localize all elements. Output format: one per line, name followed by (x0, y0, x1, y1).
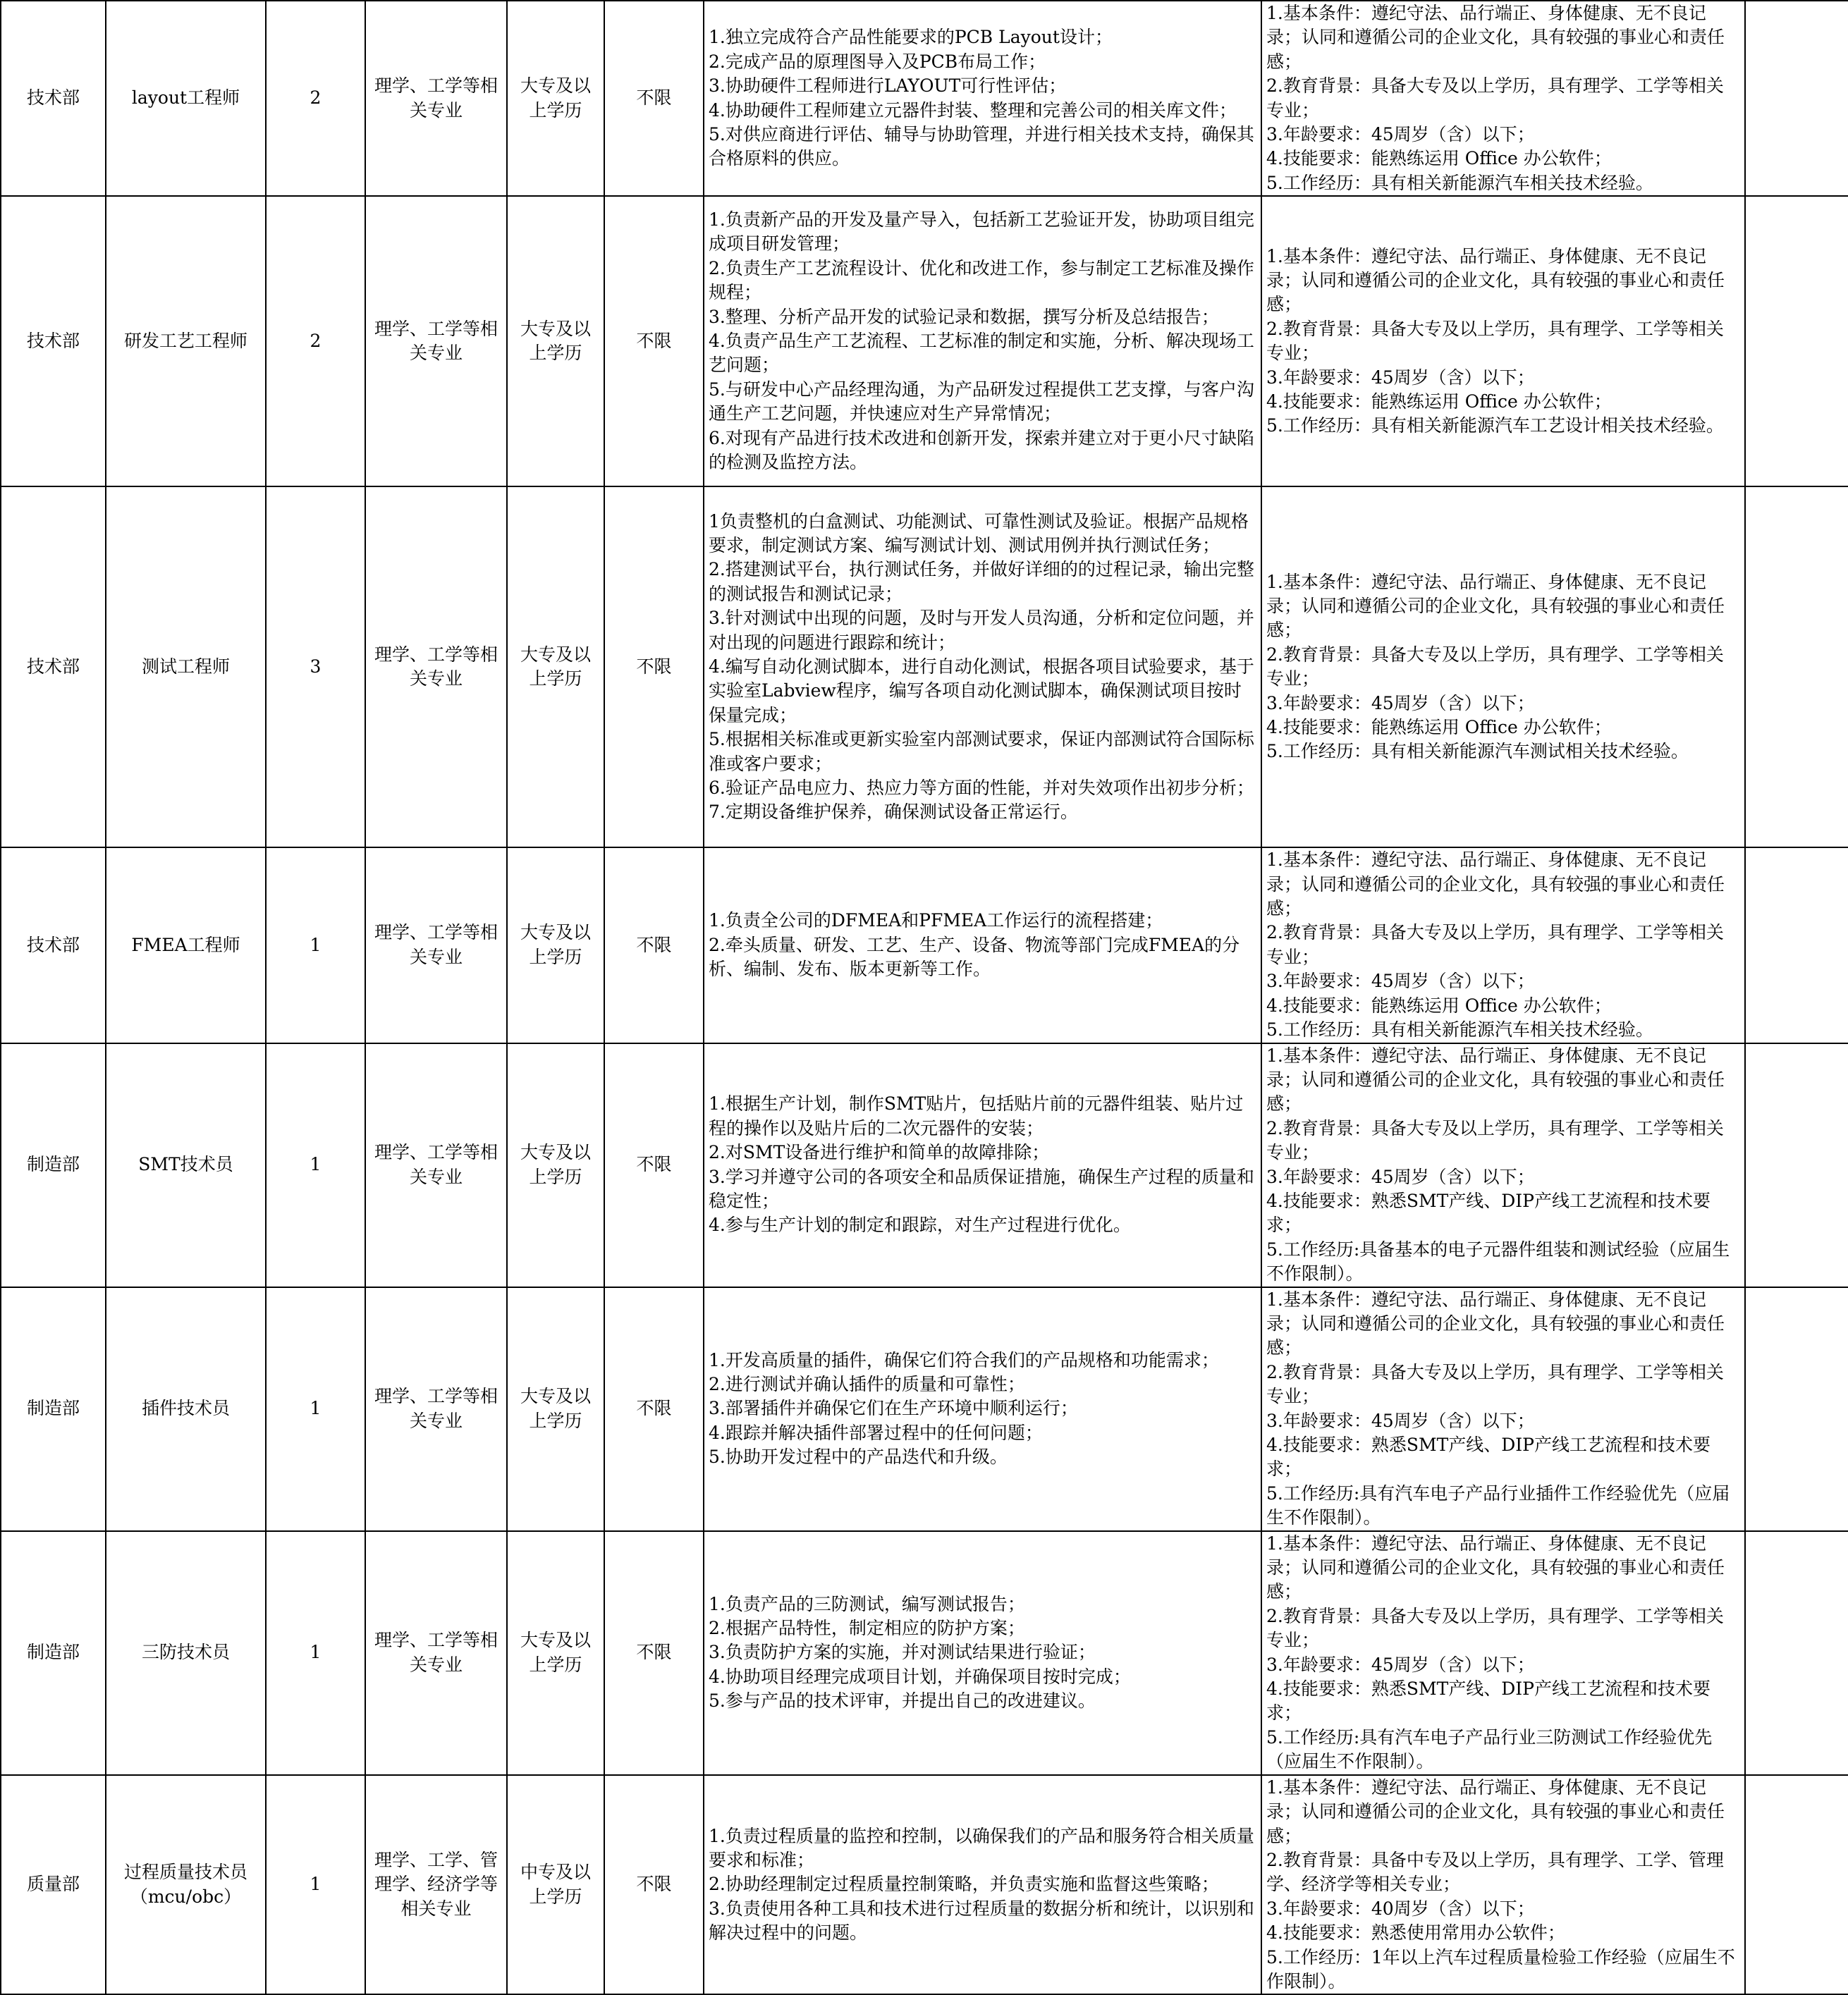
remark-cell (1745, 196, 1848, 486)
requirement-item: 4.技能要求：能熟练运用 Office 办公软件； (1266, 148, 1612, 169)
requirement-item: 2.教育背景：具备中专及以上学历，具有理学、工学、管理学、经济学等相关专业； (1266, 1849, 1724, 1895)
education-cell: 大专及以上学历 (507, 847, 604, 1043)
requirement-item: 5.工作经历：具有相关新能源汽车测试相关技术经验。 (1266, 741, 1689, 762)
requirement-item: 3.年龄要求：40周岁（含）以下； (1266, 1898, 1535, 1919)
age-limit-cell: 不限 (604, 1775, 704, 1995)
headcount-cell: 1 (266, 1531, 365, 1775)
requirement-item: 1.基本条件：遵纪守法、品行端正、身体健康、无不良记录；认同和遵循公司的企业文化，具有较强的事业心和责任感； (1266, 849, 1725, 919)
requirement-item: 4.技能要求：能熟练运用 Office 办公软件； (1266, 391, 1612, 412)
major-cell: 理学、工学等相关专业 (365, 1043, 507, 1287)
age-limit-cell: 不限 (604, 1043, 704, 1287)
duties-cell (704, 486, 1261, 847)
department-cell: 技术部 (1, 196, 106, 486)
duty-item: 4.协助项目经理完成项目计划，并确保项目按时完成； (709, 1666, 1131, 1687)
education-cell: 大专及以上学历 (507, 486, 604, 847)
requirement-item: 5.工作经历：具有相关新能源汽车相关技术经验。 (1266, 172, 1653, 193)
department-cell: 技术部 (1, 847, 106, 1043)
requirement-item: 4.技能要求：熟悉SMT产线、DIP产线工艺流程和技术要求； (1266, 1190, 1711, 1236)
duty-item: 6.对现有产品进行技术改进和创新开发，探索并建立对于更小尺寸缺陷的检测及监控方法。 (709, 427, 1254, 473)
requirements-cell (1261, 1043, 1745, 1287)
table-row (1, 1531, 1848, 1775)
duty-item: 5.参与产品的技术评审，并提出自己的改进建议。 (709, 1690, 1096, 1712)
major-cell: 理学、工学等相关专业 (365, 1287, 507, 1531)
remark-cell (1745, 1043, 1848, 1287)
requirement-item: 4.技能要求：能熟练运用 Office 办公软件； (1266, 995, 1612, 1016)
duty-item: 1.负责全公司的DFMEA和PFMEA工作运行的流程搭建； (709, 910, 1163, 931)
requirement-item: 5.工作经历：具有相关新能源汽车相关技术经验。 (1266, 1019, 1653, 1041)
duties-cell (704, 1287, 1261, 1531)
duty-item: 4.编写自动化测试脚本，进行自动化测试，根据各项目试验要求，基于实验室Labview程序，编写各项自动化测试脚本，确保测试项目按时保量完成； (709, 656, 1254, 725)
requirement-item: 5.工作经历：1年以上汽车过程质量检验工作经验（应届生不作限制）。 (1266, 1946, 1735, 1991)
headcount-cell: 1 (266, 847, 365, 1043)
duty-item: 2.根据产品特性，制定相应的防护方案； (709, 1618, 1025, 1639)
requirement-item: 3.年龄要求：45周岁（含）以下； (1266, 1166, 1535, 1187)
major-cell: 理学、工学等相关专业 (365, 1, 507, 196)
requirement-item: 3.年龄要求：45周岁（含）以下； (1266, 1654, 1535, 1675)
department-cell: 制造部 (1, 1531, 106, 1775)
requirement-item: 5.工作经历:具备基本的电子元器件组装和测试经验（应届生不作限制）。 (1266, 1239, 1730, 1284)
duty-item: 3.针对测试中出现的问题，及时与开发人员沟通，分析和定位问题，并对出现的问题进行跟踪和统计； (709, 608, 1254, 653)
duty-item: 1.负责新产品的开发及量产导入，包括新工艺验证开发，协助项目组完成项目研发管理； (709, 209, 1254, 254)
department-cell: 制造部 (1, 1043, 106, 1287)
duty-item: 3.负责防护方案的实施，并对测试结果进行验证； (709, 1642, 1096, 1663)
duty-item: 4.跟踪并解决插件部署过程中的任何问题； (709, 1422, 1043, 1443)
duty-item: 3.部署插件并确保它们在生产环境中顺利运行； (709, 1398, 1078, 1419)
requirement-item: 2.教育背景：具备大专及以上学历，具有理学、工学等相关专业； (1266, 75, 1724, 121)
education-cell: 大专及以上学历 (507, 1, 604, 196)
requirements-cell (1261, 1, 1745, 196)
requirement-item: 5.工作经历:具有汽车电子产品行业插件工作经验优先（应届生不作限制）。 (1266, 1483, 1730, 1528)
duties-cell (704, 1, 1261, 196)
education-cell: 大专及以上学历 (507, 1531, 604, 1775)
department-cell: 制造部 (1, 1287, 106, 1531)
requirement-item: 4.技能要求：熟悉SMT产线、DIP产线工艺流程和技术要求； (1266, 1435, 1711, 1480)
duties-cell (704, 1775, 1261, 1995)
requirement-item: 1.基本条件：遵纪守法、品行端正、身体健康、无不良记录；认同和遵循公司的企业文化，具有较强的事业心和责任感； (1266, 1289, 1725, 1358)
requirements-cell (1261, 847, 1745, 1043)
age-limit-cell: 不限 (604, 486, 704, 847)
table-row (1, 847, 1848, 1043)
headcount-cell: 2 (266, 196, 365, 486)
requirement-item: 4.技能要求：熟悉使用常用办公软件； (1266, 1922, 1565, 1944)
remark-cell (1745, 1287, 1848, 1531)
requirement-item: 3.年龄要求：45周岁（含）以下； (1266, 1410, 1535, 1431)
table-row (1, 1043, 1848, 1287)
duty-item: 2.协助经理制定过程质量控制策略，并负责实施和监督这些策略； (709, 1874, 1219, 1895)
department-cell: 质量部 (1, 1775, 106, 1995)
requirement-item: 2.教育背景：具备大专及以上学历，具有理学、工学等相关专业； (1266, 1605, 1724, 1651)
duty-item: 4.负责产品生产工艺流程、工艺标准的制定和实施，分析、解决现场工艺问题； (709, 331, 1254, 376)
education-cell: 大专及以上学历 (507, 1287, 604, 1531)
duty-item: 1.根据生产计划，制作SMT贴片，包括贴片前的元器件组装、贴片过程的操作以及贴片后的二次元器件的安装； (709, 1093, 1244, 1138)
education-cell: 大专及以上学历 (507, 196, 604, 486)
requirements-cell (1261, 1775, 1745, 1995)
table-row (1, 1, 1848, 196)
education-cell: 大专及以上学历 (507, 1043, 604, 1287)
major-cell: 理学、工学、管理学、经济学等相关专业 (365, 1775, 507, 1995)
major-cell: 理学、工学等相关专业 (365, 847, 507, 1043)
age-limit-cell: 不限 (604, 196, 704, 486)
duty-item: 1负责整机的白盒测试、功能测试、可靠性测试及验证。根据产品规格要求，制定测试方案、编写测试计划、测试用例并执行测试任务； (709, 510, 1249, 556)
duty-item: 3.负责使用各种工具和技术进行过程质量的数据分析和统计，以识别和解决过程中的问题。 (709, 1898, 1254, 1944)
table-row (1, 1775, 1848, 1995)
position-cell: 三防技术员 (106, 1531, 266, 1775)
duty-item: 1.独立完成符合产品性能要求的PCB Layout设计； (709, 27, 1113, 48)
requirement-item: 4.技能要求：能熟练运用 Office 办公软件； (1266, 717, 1612, 738)
duty-item: 2.搭建测试平台，执行测试任务，并做好详细的的过程记录，输出完整的测试报告和测试记录； (709, 559, 1254, 604)
table-row (1, 486, 1848, 847)
headcount-cell: 3 (266, 486, 365, 847)
requirement-item: 2.教育背景：具备大专及以上学历，具有理学、工学等相关专业； (1266, 644, 1724, 689)
requirement-item: 5.工作经历:具有汽车电子产品行业三防测试工作经验优先（应届生不作限制）。 (1266, 1726, 1713, 1772)
requirement-item: 2.教育背景：具备大专及以上学历，具有理学、工学等相关专业； (1266, 1361, 1724, 1407)
duty-item: 2.完成产品的原理图导入及PCB布局工作； (709, 51, 1046, 72)
duty-item: 5.与研发中心产品经理沟通，为产品研发过程提供工艺支撑，与客户沟通生产工艺问题，并快速应对生产异常情况； (709, 379, 1254, 424)
job-table-body (1, 1, 1848, 1994)
position-cell: 测试工程师 (106, 486, 266, 847)
remark-cell (1745, 1775, 1848, 1995)
duty-item: 3.学习并遵守公司的各项安全和品质保证措施，确保生产过程的质量和稳定性； (709, 1166, 1254, 1211)
department-cell: 技术部 (1, 486, 106, 847)
duty-item: 7.定期设备维护保养，确保测试设备正常运行。 (709, 802, 1078, 823)
major-cell: 理学、工学等相关专业 (365, 486, 507, 847)
age-limit-cell: 不限 (604, 1, 704, 196)
remark-cell (1745, 1531, 1848, 1775)
duty-item: 5.对供应商进行评估、辅导与协助管理，并进行相关技术支持，确保其合格原料的供应。 (709, 124, 1254, 169)
duties-cell (704, 196, 1261, 486)
duty-item: 2.对SMT设备进行维护和简单的故障排除； (709, 1142, 1050, 1163)
major-cell: 理学、工学等相关专业 (365, 1531, 507, 1775)
requirement-item: 1.基本条件：遵纪守法、品行端正、身体健康、无不良记录；认同和遵循公司的企业文化，具有较强的事业心和责任感； (1266, 1045, 1725, 1115)
position-cell: FMEA工程师 (106, 847, 266, 1043)
duty-item: 5.根据相关标准或更新实验室内部测试要求，保证内部测试符合国际标准或客户要求； (709, 729, 1254, 774)
requirement-item: 1.基本条件：遵纪守法、品行端正、身体健康、无不良记录；认同和遵循公司的企业文化，具有较强的事业心和责任感； (1266, 1776, 1725, 1846)
requirements-cell (1261, 1531, 1745, 1775)
requirement-item: 2.教育背景：具备大专及以上学历，具有理学、工学等相关专业； (1266, 318, 1724, 364)
requirement-item: 2.教育背景：具备大专及以上学历，具有理学、工学等相关专业； (1266, 922, 1724, 967)
headcount-cell: 1 (266, 1775, 365, 1995)
duty-item: 4.参与生产计划的制定和跟踪，对生产过程进行优化。 (709, 1215, 1131, 1236)
duty-item: 2.负责生产工艺流程设计、优化和改进工作，参与制定工艺标准及操作规程； (709, 257, 1254, 303)
requirement-item: 3.年龄要求：45周岁（含）以下； (1266, 367, 1535, 388)
duty-item: 3.整理、分析产品开发的试验记录和数据，撰写分析及总结报告； (709, 306, 1219, 327)
duty-item: 1.负责过程质量的监控和控制，以确保我们的产品和服务符合相关质量要求和标准； (709, 1825, 1254, 1870)
position-cell: SMT技术员 (106, 1043, 266, 1287)
requirements-cell (1261, 1287, 1745, 1531)
headcount-cell: 1 (266, 1287, 365, 1531)
requirement-item: 3.年龄要求：45周岁（含）以下； (1266, 692, 1535, 713)
duty-item: 1.开发高质量的插件，确保它们符合我们的产品规格和功能需求； (709, 1349, 1219, 1370)
table-row (1, 1287, 1848, 1531)
requirement-item: 4.技能要求：熟悉SMT产线、DIP产线工艺流程和技术要求； (1266, 1678, 1711, 1724)
requirement-item: 3.年龄要求：45周岁（含）以下； (1266, 971, 1535, 992)
table-row (1, 196, 1848, 486)
age-limit-cell: 不限 (604, 1287, 704, 1531)
duty-item: 3.协助硬件工程师进行LAYOUT可行性评估； (709, 75, 1067, 97)
requirement-item: 1.基本条件：遵纪守法、品行端正、身体健康、无不良记录；认同和遵循公司的企业文化，具有较强的事业心和责任感； (1266, 571, 1725, 641)
requirement-item: 3.年龄要求：45周岁（含）以下； (1266, 124, 1535, 145)
duty-item: 6.验证产品电应力、热应力等方面的性能，并对失效项作出初步分析； (709, 778, 1254, 799)
position-cell: 过程质量技术员（mcu/obc） (106, 1775, 266, 1995)
requirements-cell (1261, 486, 1745, 847)
position-cell: layout工程师 (106, 1, 266, 196)
duties-cell (704, 847, 1261, 1043)
department-cell: 技术部 (1, 1, 106, 196)
headcount-cell: 1 (266, 1043, 365, 1287)
requirement-item: 5.工作经历：具有相关新能源汽车工艺设计相关技术经验。 (1266, 415, 1724, 436)
major-cell: 理学、工学等相关专业 (365, 196, 507, 486)
remark-cell (1745, 847, 1848, 1043)
position-cell: 研发工艺工程师 (106, 196, 266, 486)
requirement-item: 1.基本条件：遵纪守法、品行端正、身体健康、无不良记录；认同和遵循公司的企业文化，具有较强的事业心和责任感； (1266, 245, 1725, 315)
education-cell: 中专及以上学历 (507, 1775, 604, 1995)
headcount-cell: 2 (266, 1, 365, 196)
age-limit-cell: 不限 (604, 1531, 704, 1775)
age-limit-cell: 不限 (604, 847, 704, 1043)
duty-item: 5.协助开发过程中的产品迭代和升级。 (709, 1447, 1008, 1468)
requirement-item: 1.基本条件：遵纪守法、品行端正、身体健康、无不良记录；认同和遵循公司的企业文化，具有较强的事业心和责任感； (1266, 1533, 1725, 1602)
requirement-item: 2.教育背景：具备大专及以上学历，具有理学、工学等相关专业； (1266, 1117, 1724, 1163)
duties-cell (704, 1043, 1261, 1287)
position-cell: 插件技术员 (106, 1287, 266, 1531)
duty-item: 1.负责产品的三防测试，编写测试报告； (709, 1593, 1025, 1614)
duty-item: 2.进行测试并确认插件的质量和可靠性； (709, 1373, 1025, 1394)
duties-cell (704, 1531, 1261, 1775)
duty-item: 4.协助硬件工程师建立元器件封装、整理和完善公司的相关库文件； (709, 99, 1237, 121)
requirement-item: 1.基本条件：遵纪守法、品行端正、身体健康、无不良记录；认同和遵循公司的企业文化，具有较强的事业心和责任感； (1266, 3, 1725, 72)
remark-cell (1745, 1, 1848, 196)
requirements-cell (1261, 196, 1745, 486)
remark-cell (1745, 486, 1848, 847)
duty-item: 2.牵头质量、研发、工艺、生产、设备、物流等部门完成FMEA的分析、编制、发布、版本更新等工作。 (709, 934, 1240, 980)
